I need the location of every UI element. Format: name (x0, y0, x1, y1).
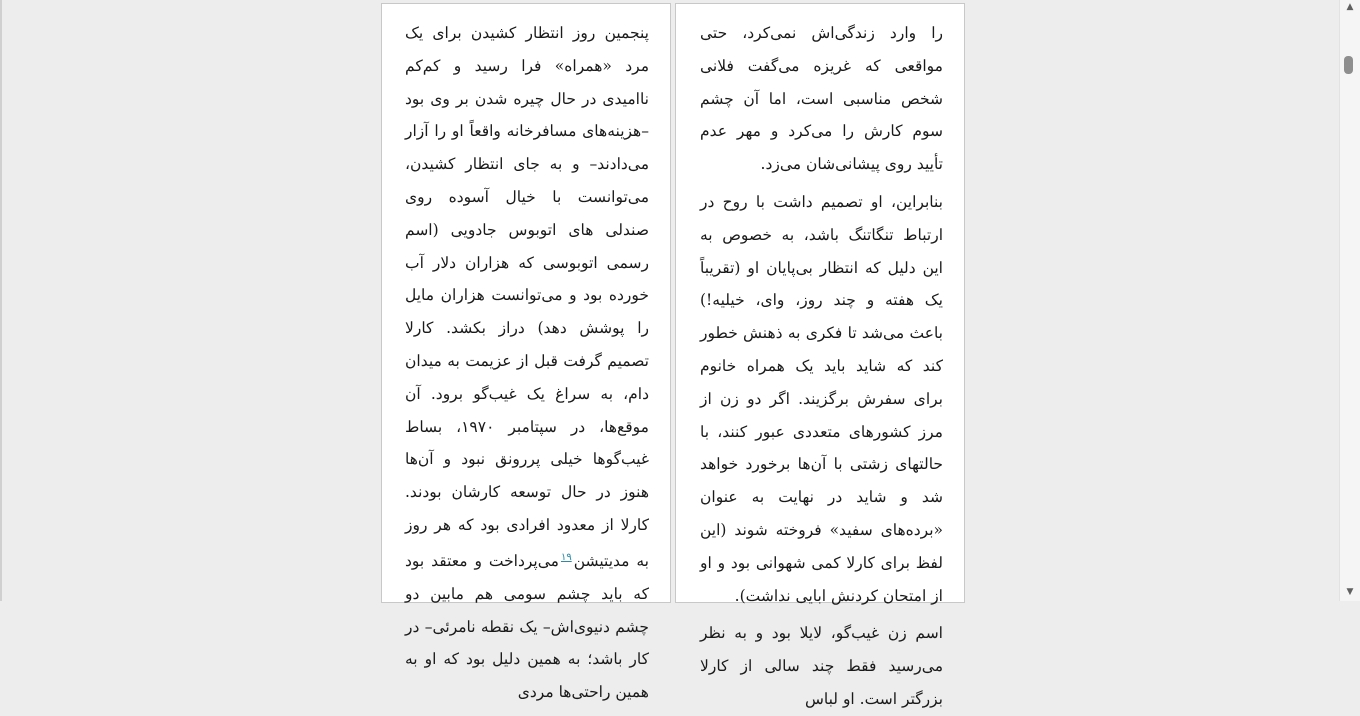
vertical-scrollbar[interactable] (1339, 0, 1360, 601)
footnote-link[interactable]: ۱۹ (560, 551, 572, 563)
scroll-up-arrow-icon[interactable]: ▲ (1346, 2, 1354, 12)
book-page-left (381, 3, 671, 702)
paragraph: اسم زن غیب‌گو، لایلا بود و به نظر می‌رسید فقط چند سالی از کارلا بزرگتر است. او لباس (700, 624, 943, 708)
page-text (676, 4, 964, 716)
page-text (382, 4, 670, 709)
paragraph-text: پنجمین روز انتظار کشیدن برای یک مرد «همراه» فرا رسید و کم‌کم ناامیدی در حال چیره شدن بر وی بود –هزینه‌های مسافرخانه واقعاً او را آزار می‌دادند– و به جای انتظار کشیدن، می‌توانست با خیال آسوده روی صندلی های اتوبوس جادویی (اسم رسمی اتوبوسی که هزاران دلار آب خورده بود و می‌توانست هزاران مایل را پوشش دهد) دراز بکشد. کارلا تصمیم گرفت قبل از عزیمت به میدان دام، به سراغ یک غیب‌گو برود. آن موقع‌ها، در سپتامبر ۱۹۷۰، بساط غیب‌گوها خیلی پررونق نبود و آن‌ها هنوز در حال توسعه کارشان بودند. کارلا از معدود افرادی بود که هر روز به مدیتیشن (405, 24, 649, 570)
paragraph: را وارد زندگی‌اش نمی‌کرد، حتی مواقعی که غریزه می‌گفت فلانی شخص مناسبی است، اما آن چشم سوم کارش را می‌کرد و مهر عدم تأیید روی پیشانی‌شان می‌زد. (700, 24, 943, 174)
scrollbar-thumb[interactable] (1344, 56, 1353, 74)
scroll-down-arrow-icon[interactable]: ▼ (1346, 587, 1354, 597)
paragraph-text: می‌پرداخت و معتقد بود که باید چشم سومی هم مابین دو چشم دنیوی‌اش– یک نقطه نامرئی– در کار باشد؛ به همین دلیل بود که او به همین راحتی‌ها مردی (405, 551, 649, 702)
paragraph: بنابراین، او تصمیم داشت با روح در ارتباط تنگاتنگ باشد، به خصوص به این دلیل که انتظار بی‌پایان او (تقریباً یک هفته و چند روز، وای، خیلیه!) باعث می‌شد تا فکری به ذهنش خطور کند که شاید باید یک همراه خانوم برای سفرش برگزیند. اگر دو زن از مرز کشورهای متعددی عبور کنند، با حالتهای زشتی با آن‌ها برخورد خواهد شد و شاید در نهایت به عنوان «برده‌های سفید» فروخته شوند (این لفظ برای کارلا کمی شهوانی بود و او از امتحان کردنش ابایی نداشت). (700, 192, 943, 605)
book-page-right (675, 3, 965, 708)
paragraph (405, 17, 649, 709)
